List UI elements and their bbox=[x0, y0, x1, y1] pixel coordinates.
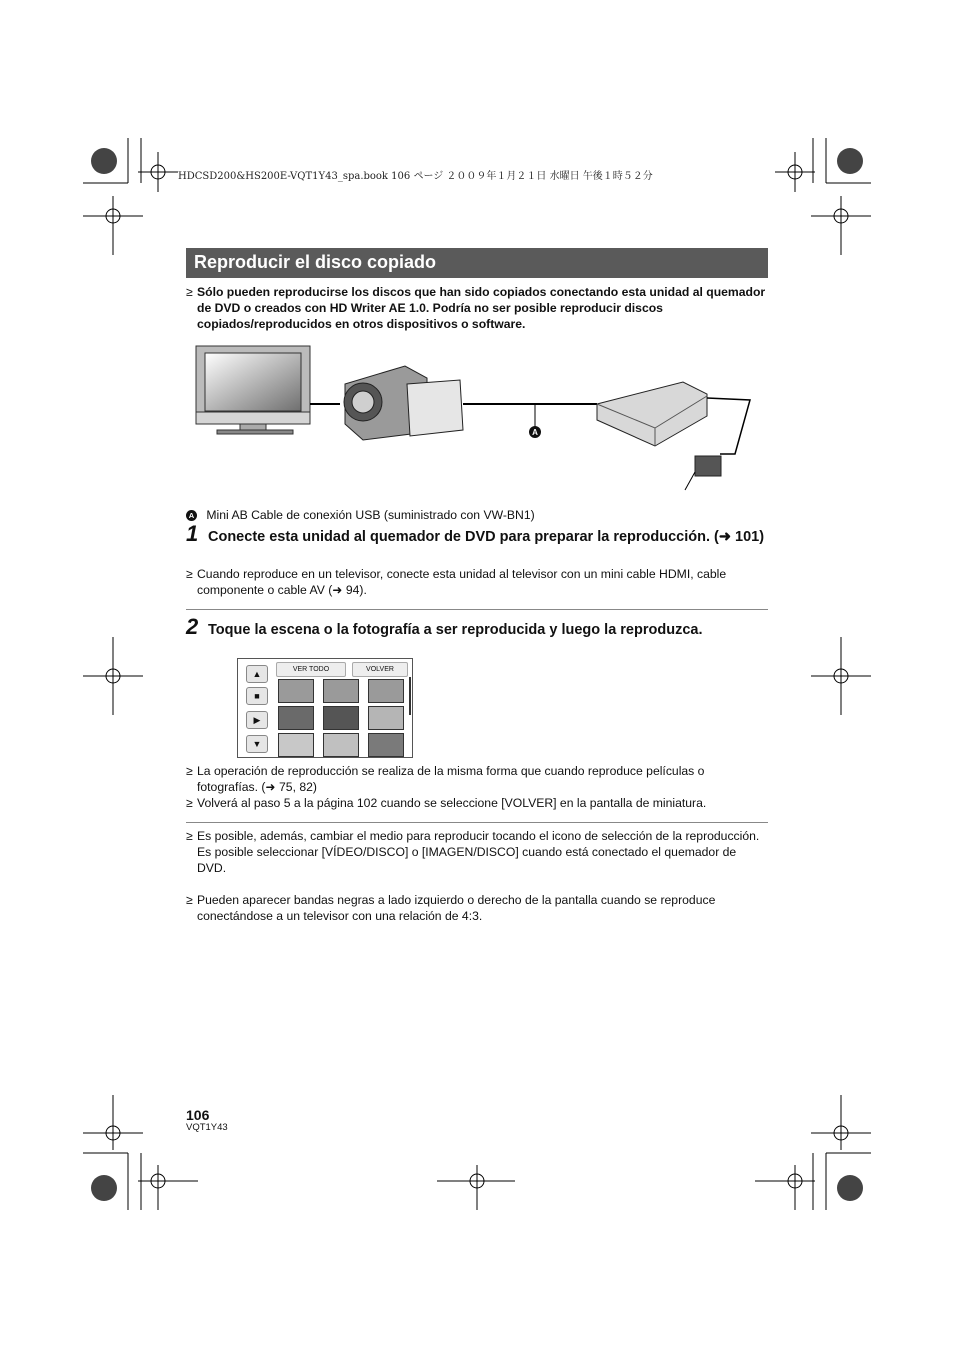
scrollbar bbox=[409, 677, 411, 715]
play-icon: ▶ bbox=[246, 711, 268, 729]
intro-note bbox=[186, 284, 768, 332]
section-title-bar bbox=[186, 248, 768, 278]
bullet-marker: ≥ bbox=[186, 764, 193, 778]
thumbnail bbox=[323, 706, 359, 730]
dvd-burner-illustration bbox=[597, 382, 707, 446]
print-header: HDCSD200&HS200E-VQT1Y43_spa.book 106 ページ ２００９年１月２１日 水曜日 午後１時５２分 bbox=[178, 171, 653, 182]
step-2-note-1-text: La operación de reproducción se realiza de la misma forma que cuando reproduce películas o fotografías. (➜ 75, 82) bbox=[197, 764, 705, 794]
note-1-continuation: Es posible seleccionar [VÍDEO/DISCO] o [IMAGEN/DISCO] cuando está conectado el quemador de DVD. bbox=[197, 845, 737, 875]
bullet-marker: ≥ bbox=[186, 829, 193, 843]
scroll-up-icon: ▲ bbox=[246, 665, 268, 683]
page-number: 106 bbox=[186, 1107, 210, 1123]
step-2-note-2 bbox=[186, 795, 768, 811]
step-1-note bbox=[186, 566, 768, 598]
note-2 bbox=[186, 892, 768, 924]
step-1 bbox=[186, 521, 768, 547]
step-2 bbox=[186, 614, 768, 640]
bullet-marker: ≥ bbox=[186, 796, 193, 810]
bullet-marker: ≥ bbox=[186, 893, 193, 907]
thumbnail bbox=[368, 733, 404, 757]
camera-mode-icon: ■ bbox=[246, 687, 268, 705]
thumbnail bbox=[278, 733, 314, 757]
connection-diagram bbox=[195, 344, 755, 494]
bullet-marker: ≥ bbox=[186, 285, 193, 299]
thumbnail bbox=[368, 706, 404, 730]
bullet-marker: ≥ bbox=[186, 567, 193, 581]
diagram-caption bbox=[186, 507, 768, 523]
caption-text: Mini AB Cable de conexión USB (suministrado con VW-BN1) bbox=[206, 508, 535, 522]
step-1-number: 1 bbox=[186, 521, 199, 546]
thumbnail bbox=[278, 679, 314, 703]
step-2-note-2-text: Volverá al paso 5 a la página 102 cuando se seleccione [VOLVER] en la pantalla de miniatura. bbox=[197, 796, 707, 810]
thumbnail-screen-illustration bbox=[237, 658, 413, 758]
section-title: Reproducir el disco copiado bbox=[194, 252, 437, 272]
note-2-text: Pueden aparecer bandas negras a lado izquierdo o derecho de la pantalla cuando se reproduce conectándose a un televisor con una relación de 4:3. bbox=[197, 893, 716, 923]
divider bbox=[186, 822, 768, 823]
step-2-note-1 bbox=[186, 763, 768, 795]
divider bbox=[186, 609, 768, 610]
model-code: VQT1Y43 bbox=[186, 1122, 228, 1133]
step-1-text: Conecte esta unidad al quemador de DVD para preparar la reproducción. (➜ 101) bbox=[208, 529, 765, 545]
ac-adapter bbox=[695, 456, 721, 476]
thumbnail bbox=[323, 733, 359, 757]
ver-todo-button: VER TODO bbox=[276, 662, 346, 677]
intro-note-text: Sólo pueden reproducirse los discos que han sido copiados conectando esta unidad al quemador de DVD o creados con HD Writer AE 1.0. Podría no ser posible reproducir discos copiados/reproducidos en otros dispositivos o software. bbox=[197, 285, 766, 331]
scroll-down-icon: ▼ bbox=[246, 735, 268, 753]
volver-button: VOLVER bbox=[352, 662, 408, 677]
callout-a-label: A bbox=[532, 428, 538, 437]
thumbnail bbox=[323, 679, 359, 703]
step-2-text: Toque la escena o la fotografía a ser reproducida y luego la reproduzca. bbox=[208, 622, 703, 638]
note-1 bbox=[186, 828, 768, 876]
callout-a-badge: A bbox=[186, 510, 197, 521]
note-1-text: Es posible, además, cambiar el medio para reproducir tocando el icono de selección de la reproducción. bbox=[197, 829, 760, 843]
thumbnail bbox=[278, 706, 314, 730]
step-2-number: 2 bbox=[186, 614, 199, 639]
tv-illustration bbox=[196, 346, 310, 434]
camcorder-illustration bbox=[344, 366, 463, 440]
thumbnail bbox=[368, 679, 404, 703]
step-1-note-text: Cuando reproduce en un televisor, conecte esta unidad al televisor con un mini cable HDMI, cable componente o cable AV (➜ 94). bbox=[197, 567, 727, 597]
